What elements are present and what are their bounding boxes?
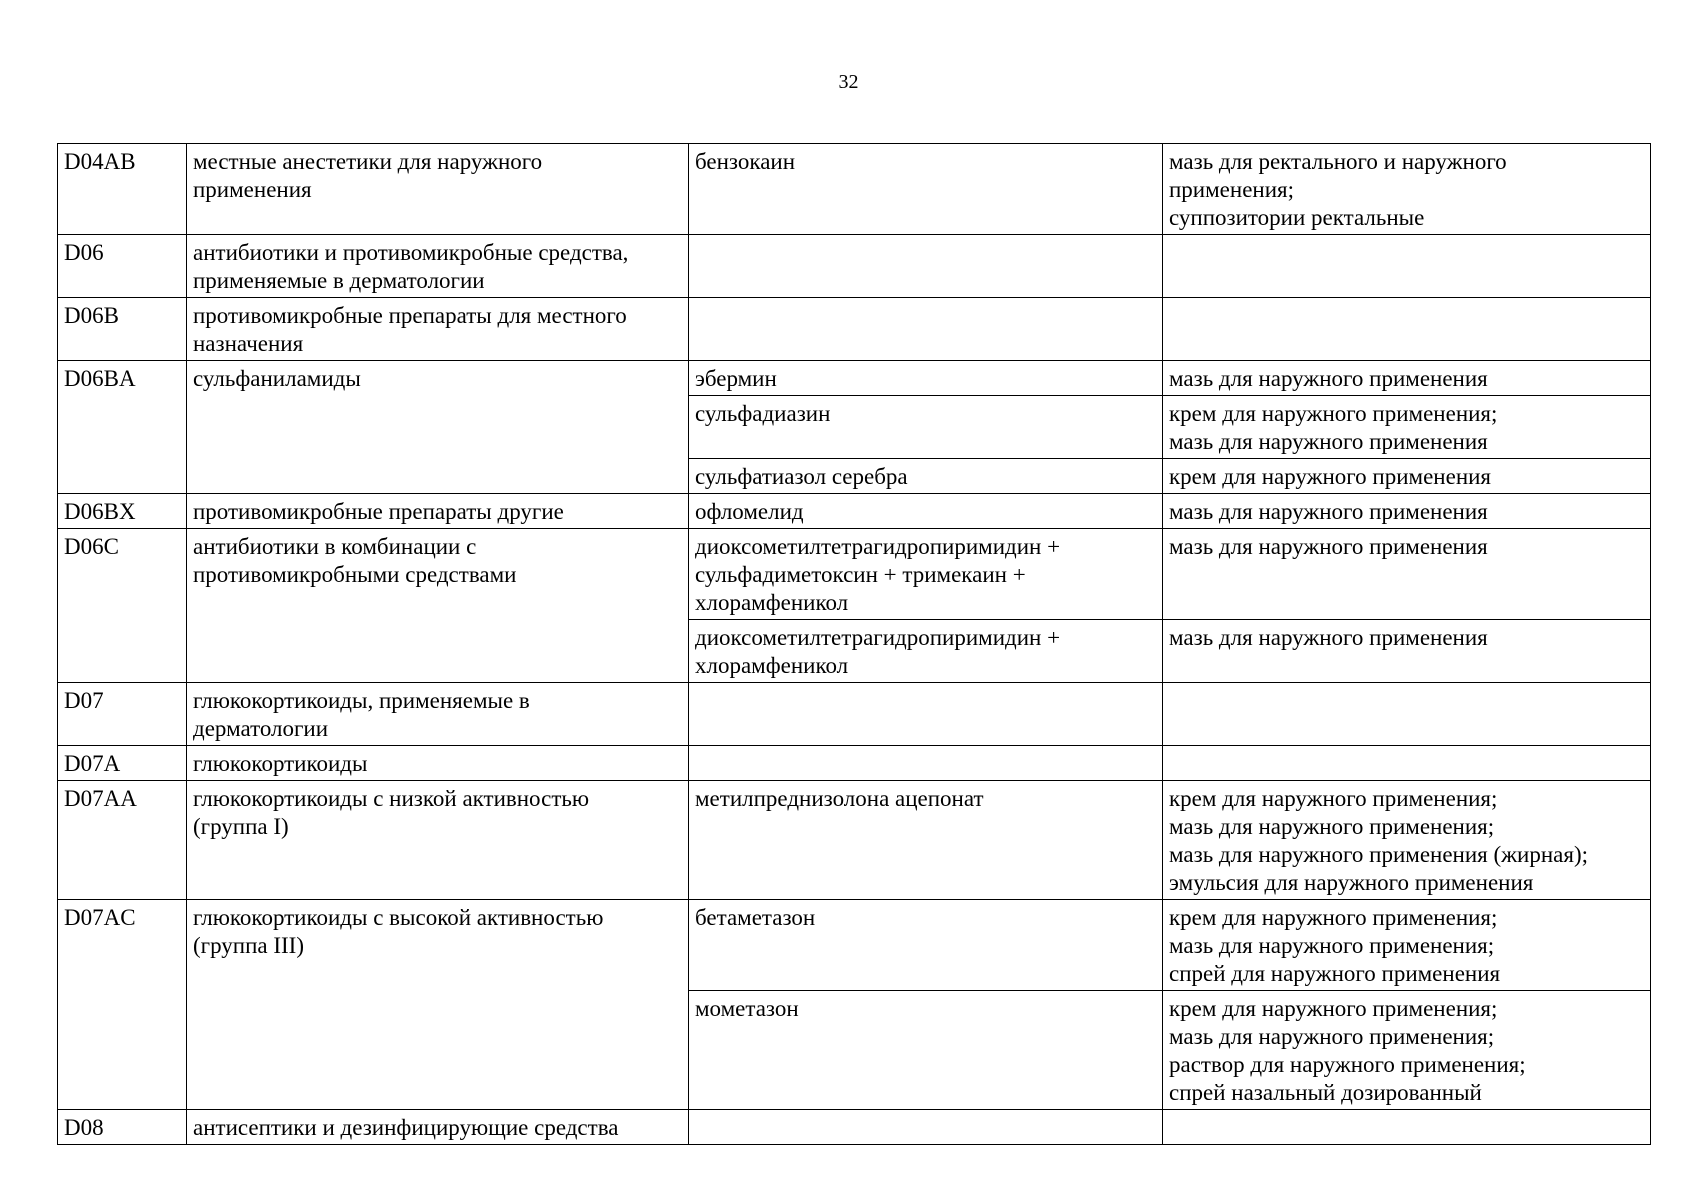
drug-name-cell: эбермин: [689, 361, 1163, 396]
table-row: [58, 361, 1651, 396]
dosage-forms-cell: мазь для наружного применения: [1163, 620, 1651, 683]
drug-name-cell: мометазон: [689, 991, 1163, 1110]
table-row: [58, 298, 1651, 361]
dosage-forms-cell: мазь для наружного применения: [1163, 361, 1651, 396]
drug-name-cell: бетаметазон: [689, 900, 1163, 991]
dosage-forms-cell: [1163, 235, 1651, 298]
group-name-cell: глюкокортикоиды с высокой активностью (группа III): [187, 900, 689, 1110]
drug-name-cell: [689, 298, 1163, 361]
dosage-forms-cell: [1163, 1110, 1651, 1145]
drug-name-cell: [689, 235, 1163, 298]
dosage-forms-cell: мазь для ректального и наружного применения; суппозитории ректальные: [1163, 144, 1651, 235]
group-name-cell: глюкокортикоиды: [187, 746, 689, 781]
table-row: [58, 1110, 1651, 1145]
atc-code-cell: D07AC: [58, 900, 187, 1110]
table-row: [58, 494, 1651, 529]
group-name-cell: сульфаниламиды: [187, 361, 689, 494]
drug-name-cell: офломелид: [689, 494, 1163, 529]
dosage-forms-cell: крем для наружного применения; мазь для наружного применения; мазь для наружного применения (жирная); эмульсия для наружного применения: [1163, 781, 1651, 900]
atc-code-cell: D07: [58, 683, 187, 746]
group-name-cell: противомикробные препараты другие: [187, 494, 689, 529]
atc-code-cell: D06C: [58, 529, 187, 683]
table-row: [58, 235, 1651, 298]
drug-name-cell: сульфатиазол серебра: [689, 459, 1163, 494]
group-name-cell: противомикробные препараты для местного назначения: [187, 298, 689, 361]
atc-code-cell: D07AA: [58, 781, 187, 900]
drug-name-cell: [689, 1110, 1163, 1145]
drug-name-cell: диоксометилтетрагидропиримидин + хлорамфеникол: [689, 620, 1163, 683]
dosage-forms-cell: [1163, 683, 1651, 746]
group-name-cell: глюкокортикоиды, применяемые в дерматологии: [187, 683, 689, 746]
dosage-forms-cell: крем для наружного применения; мазь для наружного применения; спрей для наружного применения: [1163, 900, 1651, 991]
dosage-forms-cell: [1163, 746, 1651, 781]
dosage-forms-cell: крем для наружного применения; мазь для наружного применения: [1163, 396, 1651, 459]
dosage-forms-cell: крем для наружного применения; мазь для наружного применения; раствор для наружного применения; спрей назальный дозированный: [1163, 991, 1651, 1110]
table-row: [58, 683, 1651, 746]
drug-name-cell: бензокаин: [689, 144, 1163, 235]
drug-name-cell: диоксометилтетрагидропиримидин + сульфадиметоксин + тримекаин + хлорамфеникол: [689, 529, 1163, 620]
atc-code-cell: D04AB: [58, 144, 187, 235]
drug-table: [57, 143, 1651, 1145]
drug-name-cell: [689, 683, 1163, 746]
group-name-cell: антисептики и дезинфицирующие средства: [187, 1110, 689, 1145]
atc-code-cell: D06BA: [58, 361, 187, 494]
group-name-cell: антибиотики в комбинации с противомикробными средствами: [187, 529, 689, 683]
group-name-cell: антибиотики и противомикробные средства, применяемые в дерматологии: [187, 235, 689, 298]
table-row: [58, 781, 1651, 900]
drug-name-cell: метилпреднизолона ацепонат: [689, 781, 1163, 900]
table-row: [58, 900, 1651, 991]
table-row: [58, 144, 1651, 235]
atc-code-cell: D06: [58, 235, 187, 298]
page-number: 32: [838, 71, 859, 93]
atc-code-cell: D06BX: [58, 494, 187, 529]
dosage-forms-cell: мазь для наружного применения: [1163, 529, 1651, 620]
group-name-cell: глюкокортикоиды с низкой активностью (группа I): [187, 781, 689, 900]
dosage-forms-cell: мазь для наружного применения: [1163, 494, 1651, 529]
table-row: [58, 746, 1651, 781]
drug-name-cell: [689, 746, 1163, 781]
atc-code-cell: D06B: [58, 298, 187, 361]
dosage-forms-cell: крем для наружного применения: [1163, 459, 1651, 494]
atc-code-cell: D07A: [58, 746, 187, 781]
atc-code-cell: D08: [58, 1110, 187, 1145]
dosage-forms-cell: [1163, 298, 1651, 361]
table-row: [58, 529, 1651, 620]
drug-name-cell: сульфадиазин: [689, 396, 1163, 459]
group-name-cell: местные анестетики для наружного применения: [187, 144, 689, 235]
